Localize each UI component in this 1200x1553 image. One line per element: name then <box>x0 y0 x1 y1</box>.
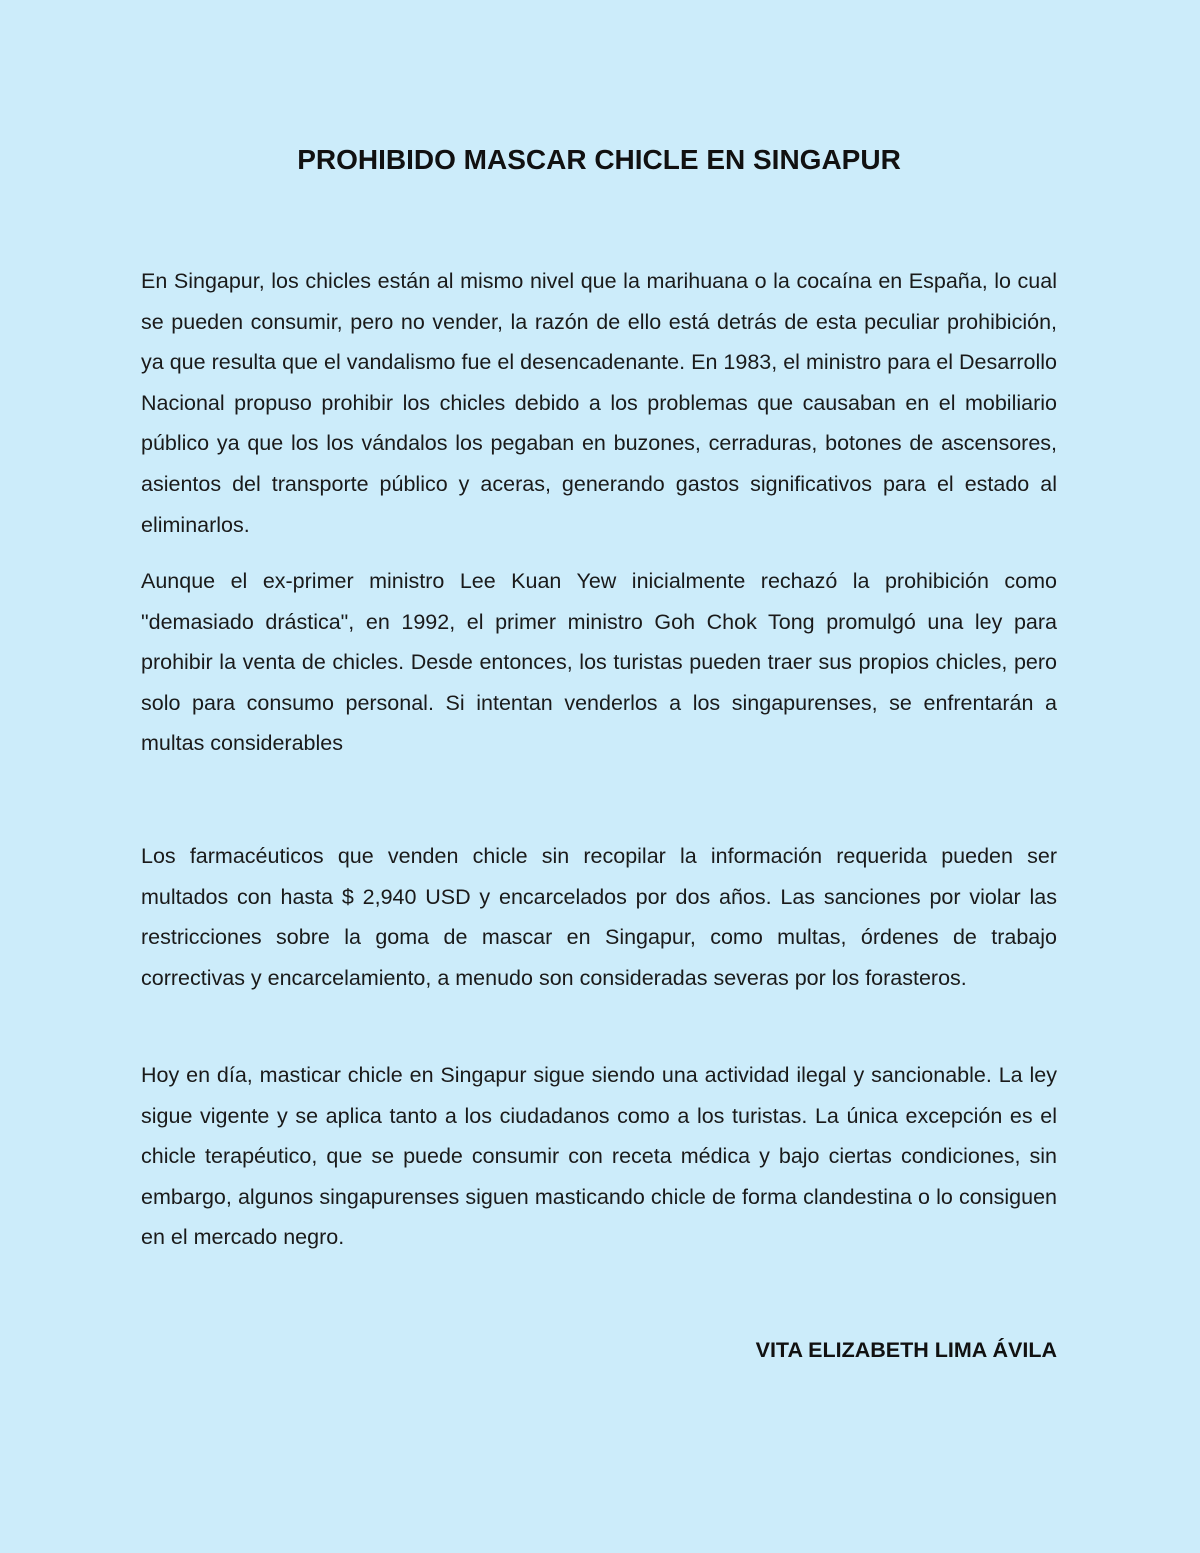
paragraph-origin: En Singapur, los chicles están al mismo nivel que la marihuana o la cocaína en España, lo cual se pueden consumir, pero no vender, la razón de ello está detrás de esta peculiar prohibición, ya que resulta que el vandalismo fue el desencadenante. En 1983, el ministro para el Desarrollo Nacional propuso prohibir los chicles debido a los problemas que causaban en el mobiliario público ya que los los vándalos los pegaban en buzones, cerraduras, botones de ascensores, asientos del transporte público y aceras, generando gastos significativos para el estado al eliminarlos. <box>141 269 1057 537</box>
author-name: VITA ELIZABETH LIMA ÁVILA <box>755 1338 1057 1362</box>
paragraph-law: Aunque el ex-primer ministro Lee Kuan Yew inicialmente rechazó la prohibición como "demasiado drástica", en 1992, el primer ministro Goh Chok Tong promulgó una ley para prohibir la venta de chicles. Desde entonces, los turistas pueden traer sus propios chicles, pero solo para consumo personal. Si intentan venderlos a los singapurenses, se enfrentarán a multas considerables <box>141 569 1057 756</box>
document-title: PROHIBIDO MASCAR CHICLE EN SINGAPUR <box>297 144 901 175</box>
paragraph-today: Hoy en día, masticar chicle en Singapur sigue siendo una actividad ilegal y sancionable. La ley sigue vigente y se aplica tanto a los ciudadanos como a los turistas. La única excepción es el chicle terapéutico, que se puede consumir con receta médica y bajo ciertas condiciones, sin embargo, algunos singapurenses siguen masticando chicle de forma clandestina o lo consiguen en el mercado negro. <box>141 1063 1057 1250</box>
paragraph-penalties: Los farmacéuticos que venden chicle sin recopilar la información requerida pueden ser multados con hasta $ 2,940 USD y encarcelados por dos años. Las sanciones por violar las restricciones sobre la goma de mascar en Singapur, como multas, órdenes de trabajo correctivas y encarcelamiento, a menudo son consideradas severas por los forasteros. <box>141 844 1057 990</box>
